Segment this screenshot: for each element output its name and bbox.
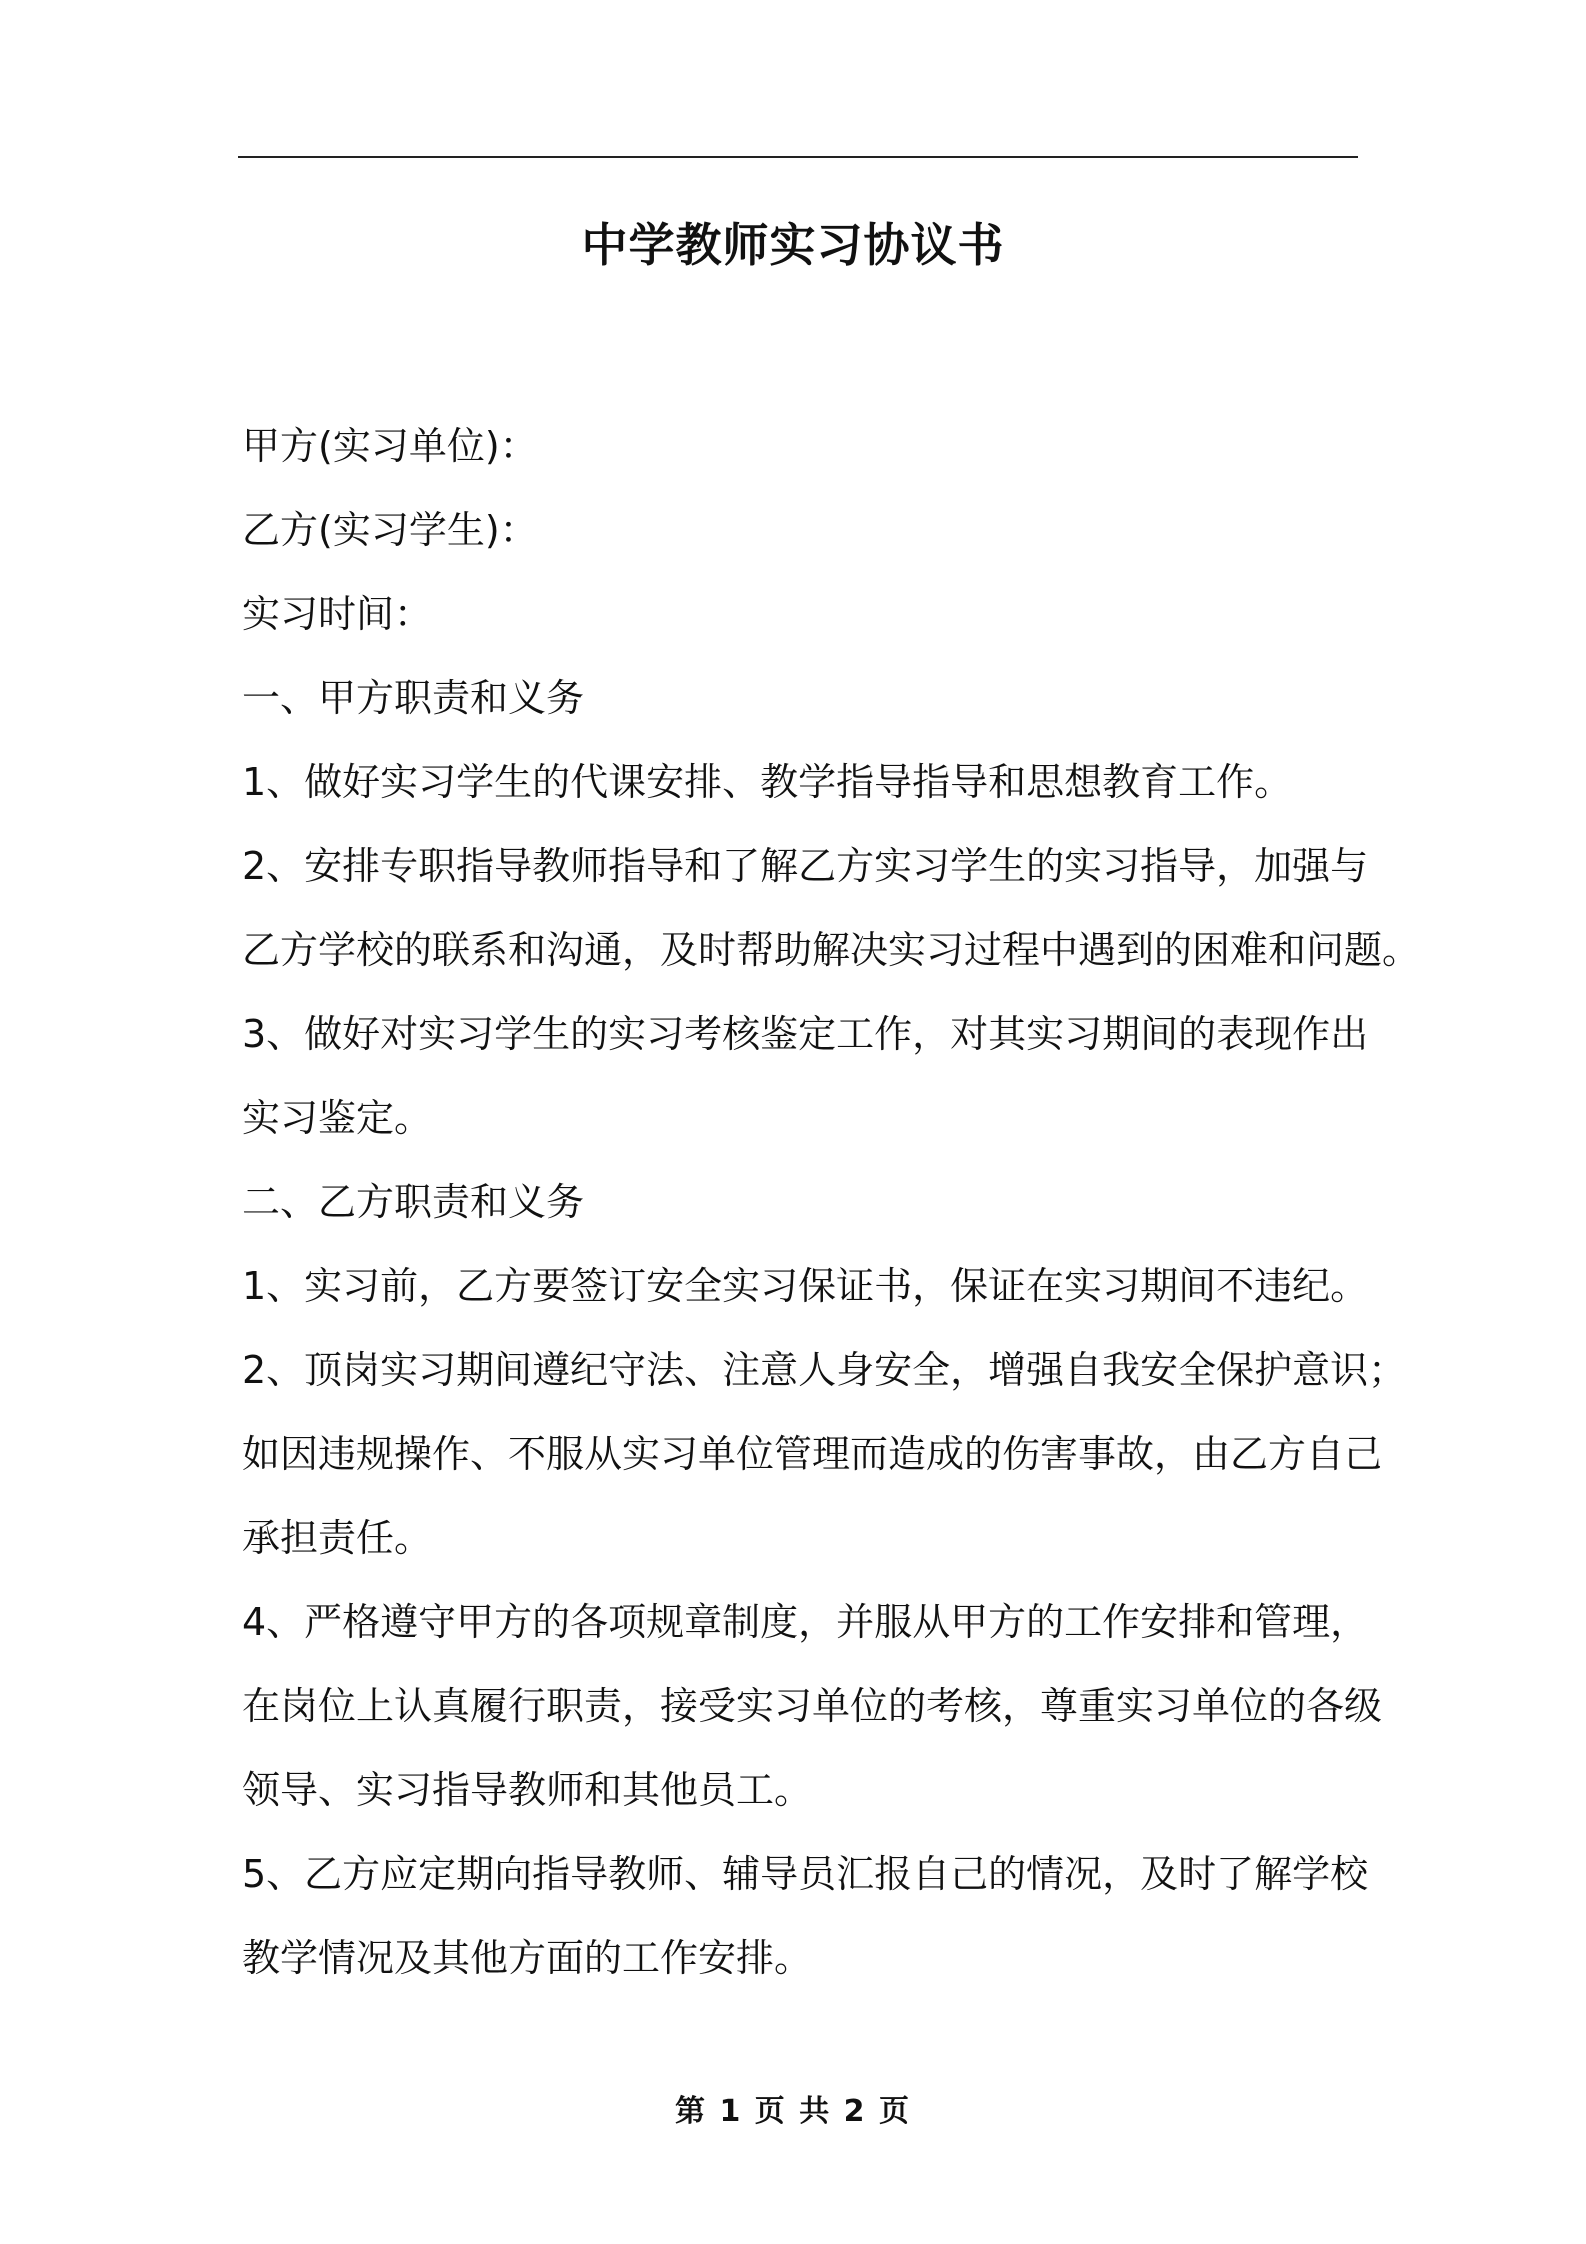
section-heading-party-b: 二、乙方职责和义务 <box>242 1180 585 1224</box>
section-heading-party-a: 一、甲方职责和义务 <box>242 676 585 720</box>
paragraph-line: 1、实习前，乙方要签订安全实习保证书，保证在实习期间不违纪。 <box>242 1264 1369 1308</box>
paragraph-line: 如因违规操作、不服从实习单位管理而造成的伤害事故，由乙方自己 <box>242 1432 1383 1476</box>
document-body <box>242 404 1421 2000</box>
party-a-line: 甲方(实习单位)： <box>242 424 538 468</box>
paragraph-line: 乙方学校的联系和沟通，及时帮助解决实习过程中遇到的困难和问题。 <box>242 928 1421 972</box>
paragraph-line: 在岗位上认真履行职责，接受实习单位的考核，尊重实习单位的各级 <box>242 1684 1383 1728</box>
paragraph-line: 2、安排专职指导教师指导和了解乙方实习学生的实习指导，加强与 <box>242 844 1369 888</box>
paragraph-line: 领导、实习指导教师和其他员工。 <box>242 1768 813 1812</box>
party-b-line: 乙方(实习学生)： <box>242 508 538 552</box>
paragraph-line: 教学情况及其他方面的工作安排。 <box>242 1936 813 1980</box>
document-title: 中学教师实习协议书 <box>581 218 1005 272</box>
paragraph-line: 1、做好实习学生的代课安排、教学指导指导和思想教育工作。 <box>242 760 1293 804</box>
paragraph-line: 承担责任。 <box>242 1516 433 1560</box>
page-footer: 第 1 页 共 2 页 <box>675 2094 911 2129</box>
paragraph-line: 4、严格遵守甲方的各项规章制度，并服从甲方的工作安排和管理， <box>242 1600 1369 1644</box>
paragraph-line: 5、乙方应定期向指导教师、辅导员汇报自己的情况，及时了解学校 <box>242 1852 1369 1896</box>
paragraph-line: 3、做好对实习学生的实习考核鉴定工作，对其实习期间的表现作出 <box>242 1012 1369 1056</box>
header-rule <box>238 156 1358 158</box>
internship-time-line: 实习时间： <box>242 592 433 636</box>
paragraph-line: 2、顶岗实习期间遵纪守法、注意人身安全，增强自我安全保护意识； <box>242 1348 1407 1392</box>
paragraph-line: 实习鉴定。 <box>242 1096 433 1140</box>
